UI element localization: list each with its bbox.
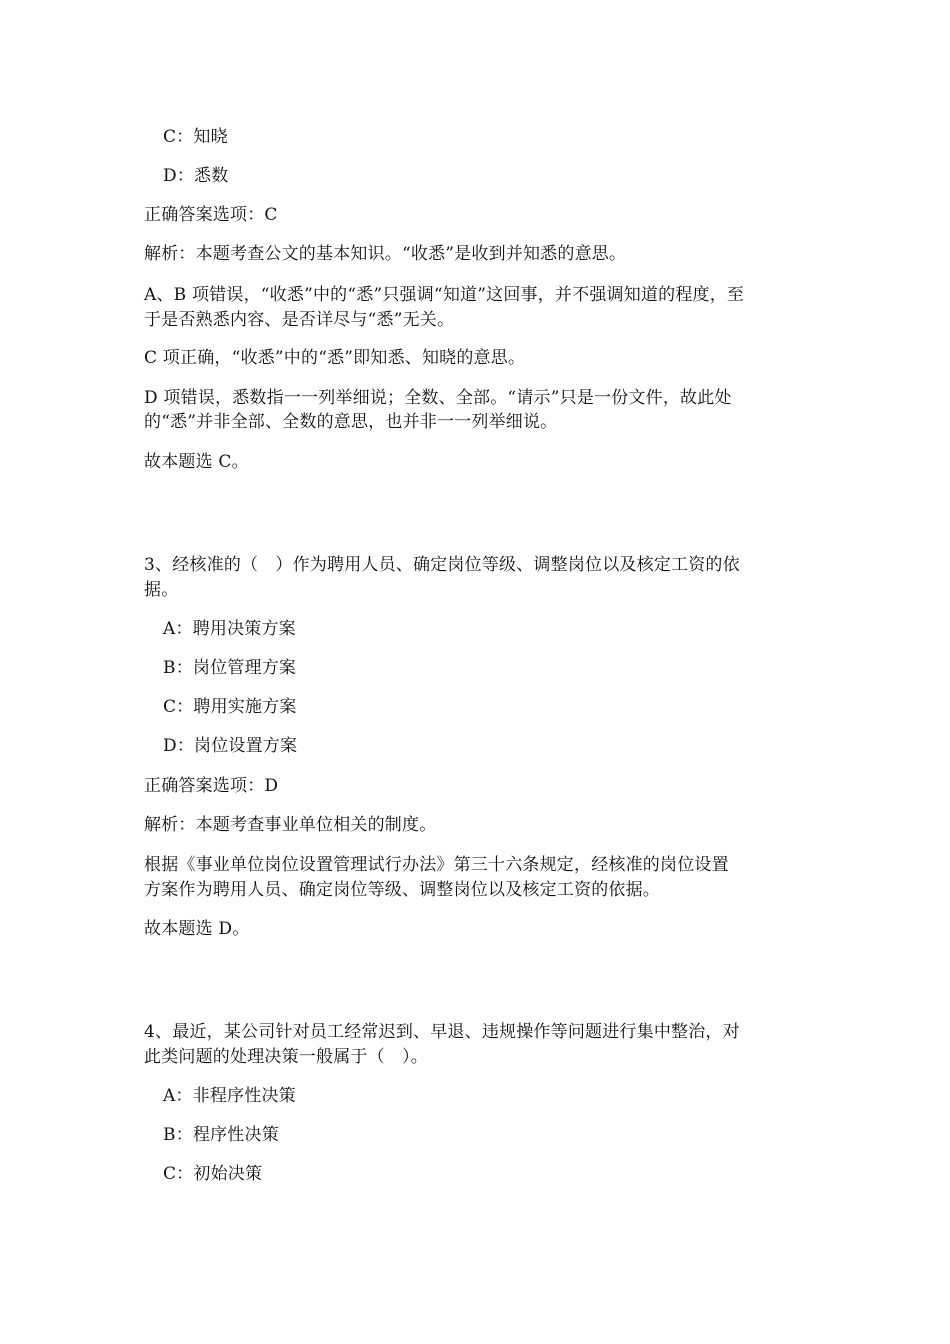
correct-answer: 正确答案选项：C <box>144 205 278 225</box>
analysis-line: 方案作为聘用人员、确定岗位等级、调整岗位以及核定工资的依据。 <box>144 880 660 900</box>
option-d: D：岗位设置方案 <box>163 736 298 756</box>
analysis-line: C 项正确，“收悉”中的“悉”即知悉、知晓的意思。 <box>144 348 526 368</box>
option-b: B：岗位管理方案 <box>163 658 297 678</box>
conclusion: 故本题选 D。 <box>144 919 250 939</box>
analysis-line: 于是否熟悉内容、是否详尽与“悉”无关。 <box>144 310 455 330</box>
analysis-line: 的“悉”并非全部、全数的意思，也并非一一列举细说。 <box>144 412 558 432</box>
option-d: D：悉数 <box>163 166 229 186</box>
analysis-line: A、B 项错误，“收悉”中的“悉”只强调“知道”这回事，并不强调知道的程度，至 <box>144 285 745 305</box>
option-c: C：初始决策 <box>163 1164 263 1184</box>
option-a: A：非程序性决策 <box>163 1086 296 1106</box>
question-3-text: 据。 <box>144 580 179 600</box>
analysis-line: 解析：本题考查事业单位相关的制度。 <box>144 815 437 835</box>
option-a: A：聘用决策方案 <box>163 619 296 639</box>
correct-answer: 正确答案选项：D <box>144 776 279 796</box>
question-4-text: 4、最近，某公司针对员工经常迟到、早退、违规操作等问题进行集中整治，对 <box>144 1022 740 1042</box>
analysis-line: 解析：本题考查公文的基本知识。“收悉”是收到并知悉的意思。 <box>144 244 627 264</box>
option-c: C：聘用实施方案 <box>163 697 297 717</box>
analysis-line: 根据《事业单位岗位设置管理试行办法》第三十六条规定，经核准的岗位设置 <box>144 855 729 875</box>
question-4-text: 此类问题的处理决策一般属于（ ）。 <box>144 1047 428 1067</box>
conclusion: 故本题选 C。 <box>144 452 249 472</box>
analysis-line: D 项错误，悉数指一一列举细说；全数、全部。“请示”只是一份文件，故此处 <box>144 388 732 408</box>
option-b: B：程序性决策 <box>163 1125 279 1145</box>
option-c: C：知晓 <box>163 127 228 147</box>
question-3-text: 3、经核准的（ ）作为聘用人员、确定岗位等级、调整岗位以及核定工资的依 <box>144 555 740 575</box>
